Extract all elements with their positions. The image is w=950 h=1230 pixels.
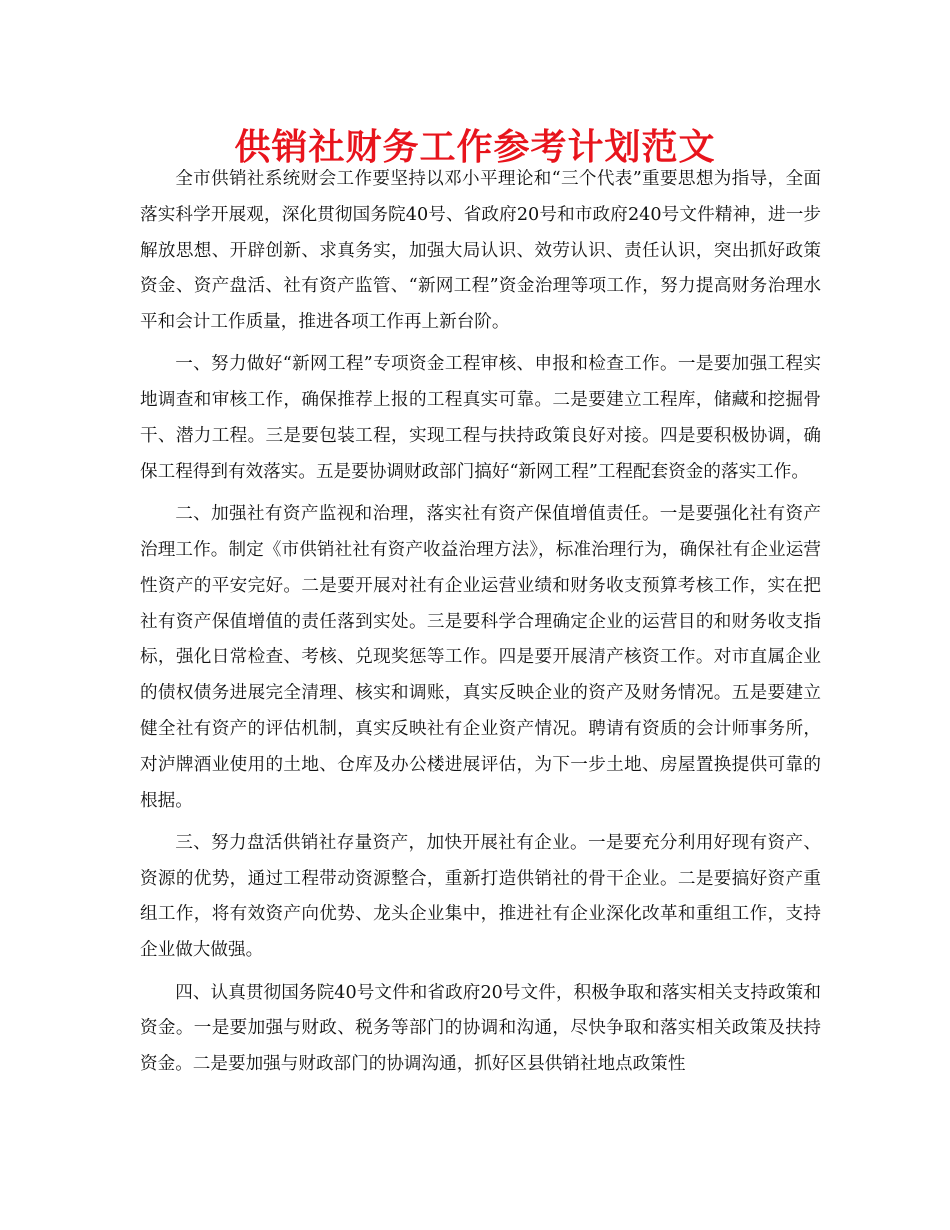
paragraph-intro: 全市供销社系统财会工作要坚持以邓小平理论和“三个代表”重要思想为指导，全面落实科学开展观，深化贯彻国务院40号、省政府20号和市政府240号文件精神，进一步解放思想、开辟创新、求真务实，加强大局认识、效劳认识、责任认识，突出抓好政策资金、资产盘活、社有资产监管、“新网工程”资金治理等项工作，努力提高财务治理水平和会计工作质量，推进各项工作再上新台阶。 — [140, 169, 821, 333]
paragraph-section-2: 二、加强社有资产监视和治理，落实社有资产保值增值责任。一是要强化社有资产治理工作。制定《市供销社社有资产收益治理方法》，标准治理行为，确保社有企业运营性资产的平安完好。二是要开展对社有企业运营业绩和财务收支预算考核工作，实在把社有资产保值增值的责任落到实处。三是要科学合理确定企业的运营目的和财务收支指标，强化日常检查、考核、兑现奖惩等工作。四是要开展清产核资工作。对市直属企业的债权债务进展完全清理、核实和调账，真实反映企业的资产及财务情况。五是要建立健全社有资产的评估机制，真实反映社有企业资产情况。聘请有资质的会计师事务所，对泸牌酒业使用的土地、仓库及办公楼进展评估，为下一步土地、房屋置换提供可靠的根据。 — [140, 504, 821, 811]
document-title: 供销社财务工作参考计划范文 — [234, 127, 716, 168]
paragraph-section-3: 三、努力盘活供销社存量资产，加快开展社有企业。一是要充分利用好现有资产、资源的优势，通过工程带动资源整合，重新打造供销社的骨干企业。二是要搞好资产重组工作，将有效资产向优势、龙头企业集中，推进社有企业深化改革和重组工作，支持企业做大做强。 — [140, 832, 821, 961]
document-body — [140, 162, 821, 1089]
paragraph-section-4: 四、认真贯彻国务院40号文件和省政府20号文件，积极争取和落实相关支持政策和资金。一是要加强与财政、税务等部门的协调和沟通，尽快争取和落实相关政策及扶持资金。二是要加强与财政部门的协调沟通，抓好区县供销社地点政策性 — [140, 982, 821, 1075]
paragraph-section-1: 一、努力做好“新网工程”专项资金工程审核、申报和检查工作。一是要加强工程实地调查和审核工作，确保推荐上报的工程真实可靠。二是要建立工程库，储藏和挖掘骨干、潜力工程。三是要包装工程，实现工程与扶持政策良好对接。四是要积极协调，确保工程得到有效落实。五是要协调财政部门搞好“新网工程”工程配套资金的落实工作。 — [140, 354, 821, 482]
